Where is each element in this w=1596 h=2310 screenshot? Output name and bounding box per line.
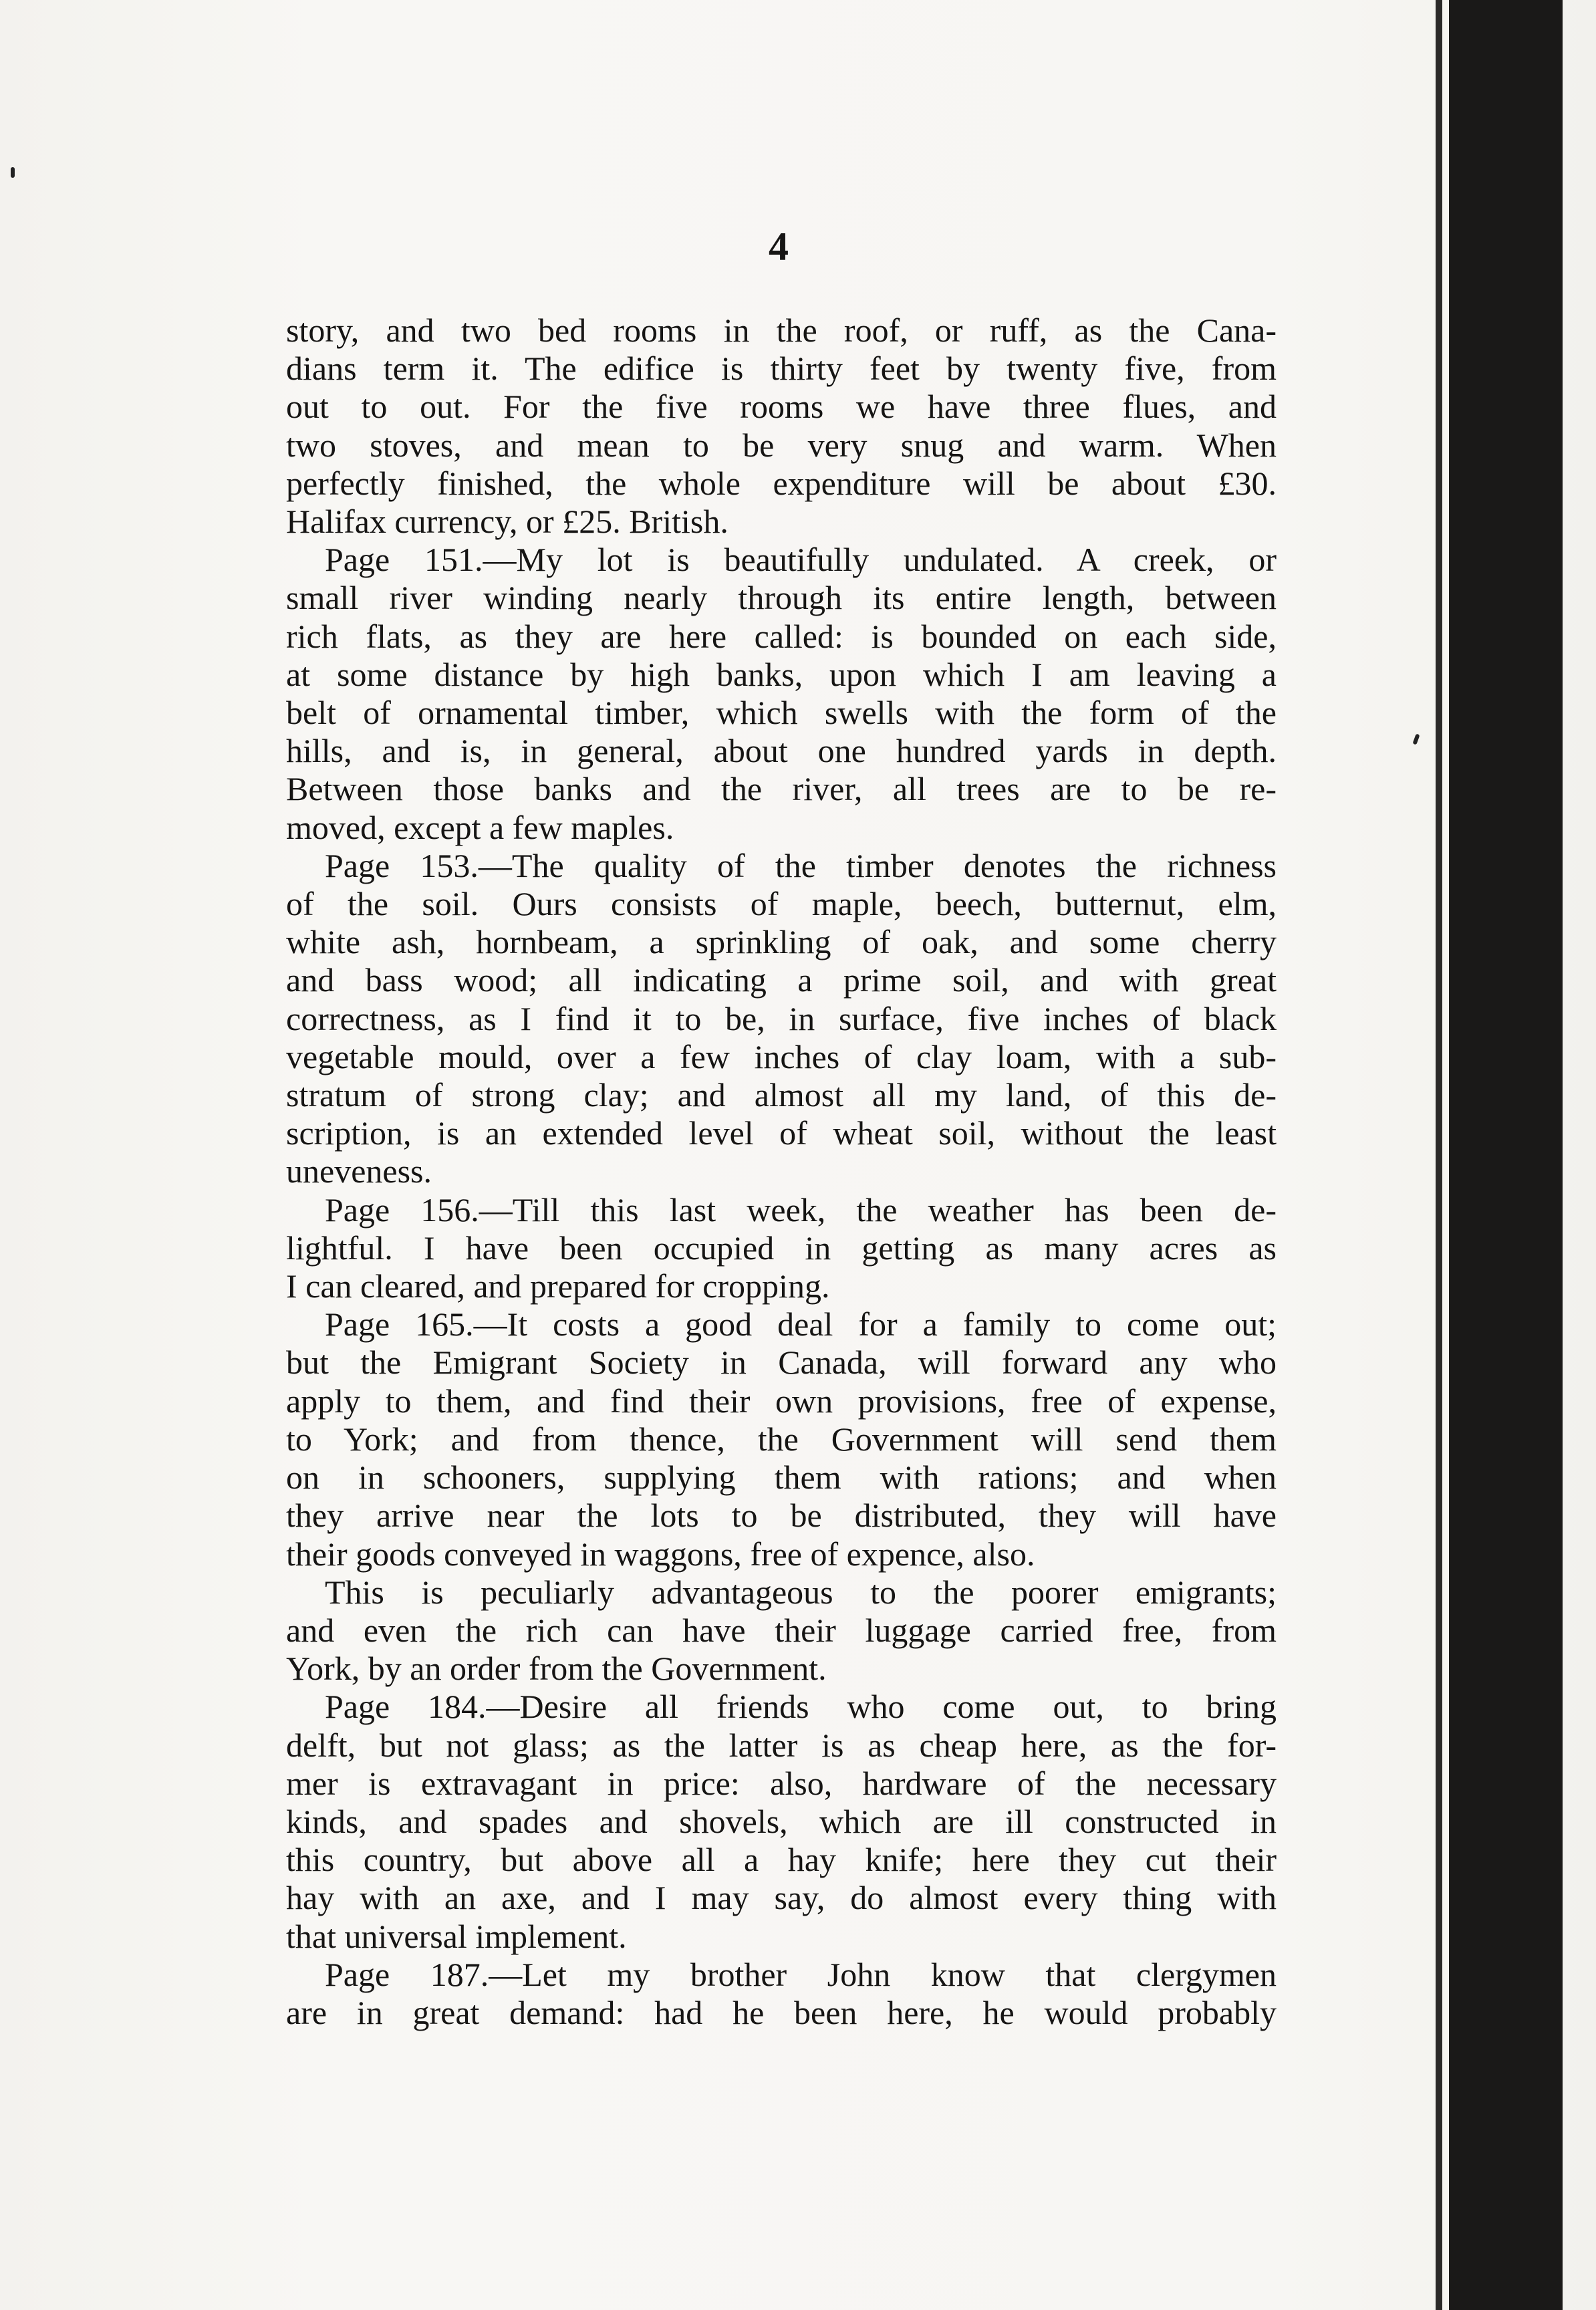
text-line: Halifax currency, or £25. British. (286, 503, 728, 541)
text-line: of the soil. Ours consists of maple, beech, butternut, elm, (286, 885, 1277, 923)
text-line: white ash, hornbeam, a sprinkling of oak, and some cherry (286, 923, 1277, 961)
text-line: York, by an order from the Government. (286, 1650, 827, 1688)
text-line: this country, but above all a hay knife; here they cut their (286, 1841, 1277, 1879)
text-line: story, and two bed rooms in the roof, or ruff, as the Cana- (286, 311, 1277, 349)
scan-speck (11, 167, 15, 178)
text-line: two stoves, and mean to be very snug and warm. When (286, 426, 1277, 464)
text-line: dians term it. The edifice is thirty feet by twenty five, from (286, 350, 1277, 388)
text-line: scription, is an extended level of wheat soil, without the least (286, 1114, 1277, 1152)
text-line: vegetable mould, over a few inches of clay loam, with a sub- (286, 1037, 1277, 1075)
scan-margin-bar (1449, 0, 1563, 2310)
text-line: Page 153.—The quality of the timber denotes the richness (325, 846, 1277, 884)
text-line: correctness, as I find it to be, in surface, five inches of black (286, 999, 1277, 1037)
text-line: they arrive near the lots to be distributed, they will have (286, 1497, 1277, 1535)
text-line: This is peculiarly advantageous to the poorer emigrants; (325, 1573, 1277, 1611)
text-line: at some distance by high banks, upon which I am leaving a (286, 655, 1277, 693)
text-line: Page 156.—Till this last week, the weather has been de- (325, 1190, 1277, 1229)
text-line: Page 187.—Let my brother John know that clergymen (325, 1955, 1277, 1993)
text-line: Page 165.—It costs a good deal for a family to come out; (325, 1305, 1277, 1343)
text-line: hay with an axe, and I may say, do almost every thing with (286, 1879, 1277, 1917)
text-line: Between those banks and the river, all trees are to be re- (286, 770, 1277, 808)
text-line: small river winding nearly through its entire length, between (286, 579, 1277, 617)
text-line: to York; and from thence, the Government will send them (286, 1420, 1277, 1458)
text-line: and bass wood; all indicating a prime soil, and with great (286, 961, 1277, 999)
text-line: but the Emigrant Society in Canada, will forward any who (286, 1343, 1277, 1382)
text-line: perfectly finished, the whole expenditure will be about £30. (286, 464, 1277, 502)
text-line: Page 184.—Desire all friends who come out, to bring (325, 1688, 1277, 1726)
page-edge-shadow (1436, 0, 1442, 2310)
text-line: lightful. I have been occupied in getting as many acres as (286, 1229, 1277, 1267)
text-line: are in great demand: had he been here, he would probably (286, 1993, 1277, 2031)
text-line: and even the rich can have their luggage carried free, from (286, 1611, 1277, 1649)
text-line: hills, and is, in general, about one hundred yards in depth. (286, 732, 1277, 770)
text-line: mer is extravagant in price: also, hardware of the necessary (286, 1764, 1277, 1802)
text-line: on in schooners, supplying them with rations; and when (286, 1458, 1277, 1497)
text-line: their goods conveyed in waggons, free of expence, also. (286, 1535, 1035, 1573)
body-text (286, 311, 1277, 2032)
text-line: that universal implement. (286, 1917, 627, 1955)
text-line: moved, except a few maples. (286, 808, 674, 846)
text-line: stratum of strong clay; and almost all my land, of this de- (286, 1076, 1277, 1114)
text-line: Page 151.—My lot is beautifully undulated. A creek, or (325, 541, 1277, 579)
text-line: kinds, and spades and shovels, which are ill constructed in (286, 1802, 1277, 1840)
text-line: belt of ornamental timber, which swells with the form of the (286, 694, 1277, 732)
text-line: uneveness. (286, 1152, 432, 1190)
text-line: delft, but not glass; as the latter is as cheap here, as the for- (286, 1726, 1277, 1764)
text-line: out to out. For the five rooms we have three flues, and (286, 388, 1277, 426)
text-line: I can cleared, and prepared for cropping. (286, 1267, 830, 1305)
page-number: 4 (769, 225, 789, 269)
text-line: rich flats, as they are here called: is bounded on each side, (286, 617, 1277, 655)
text-line: apply to them, and find their own provisions, free of expense, (286, 1382, 1277, 1420)
